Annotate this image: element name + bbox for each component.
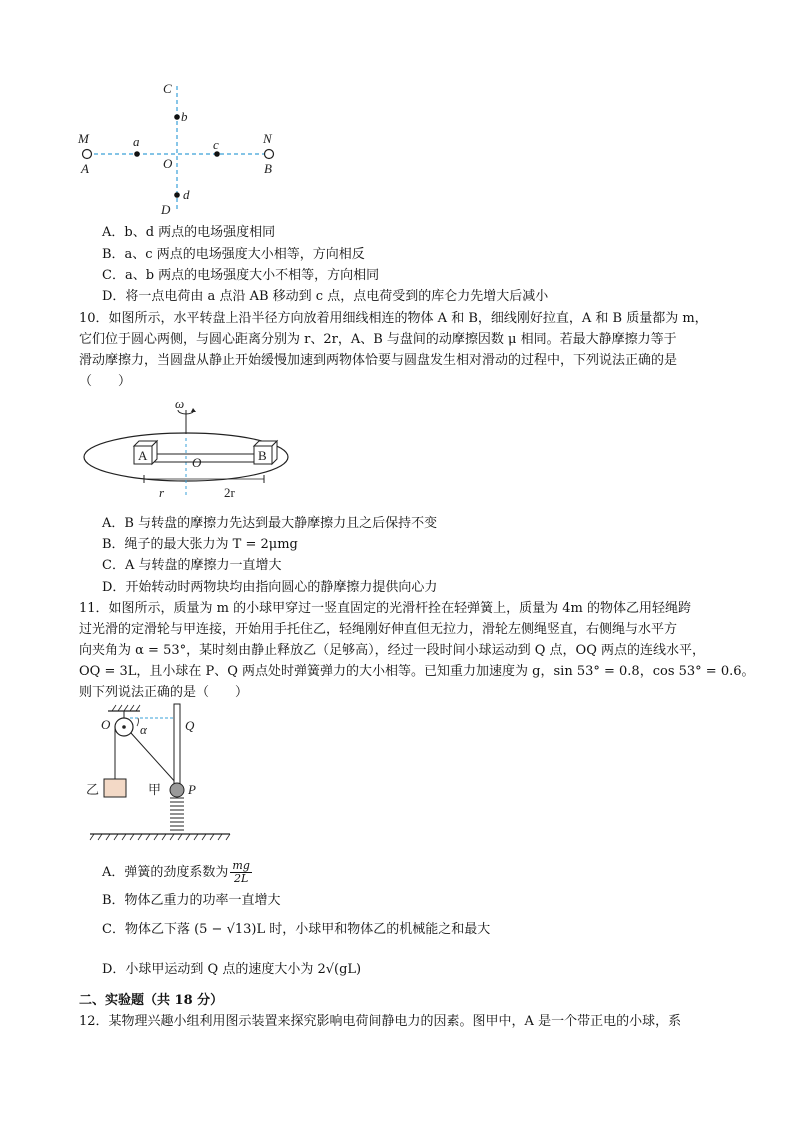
label-c: c [213, 137, 219, 152]
q11-stem-1: 11．如图所示，质量为 m 的小球甲穿过一竖直固定的光滑杆拴在轻弹簧上，质量为 4m 的物体乙用轻绳跨 [79, 601, 691, 616]
q10-option-c: C．A 与转盘的摩擦力一直增大 [102, 558, 282, 573]
fraction-numerator: mg [232, 859, 250, 872]
charge-N [265, 150, 274, 159]
label-P: P [188, 782, 196, 797]
q9-option-b: B．a、c 两点的电场强度大小相等，方向相反 [102, 247, 365, 262]
q11-option-c: C．物体乙下落 (5 − √13)L 时，小球甲和物体乙的机械能之和最大 [102, 922, 491, 937]
label-alpha: α [140, 722, 147, 737]
q11-option-b: B．物体乙重力的功率一直增大 [102, 893, 281, 908]
q10-stem-1: 10．如图所示，水平转盘上沿半径方向放着用细线相连的物体 A 和 B，细线刚好拉直，A 和 B 质量都为 m， [79, 311, 708, 326]
label-yi: 乙 [86, 782, 100, 797]
q11-stem-5: 则下列说法正确的是（ ） [79, 685, 249, 700]
q9-option-c: C．a、b 两点的电场强度大小不相等，方向相同 [102, 268, 380, 283]
q11-stem-2: 过光滑的定滑轮与甲连接，开始用手托住乙，轻绳刚好伸直但无拉力，滑轮左侧绳竖直，右侧绳与水平方 [79, 622, 678, 637]
label-Q: Q [185, 718, 195, 733]
figure-charges-axes [75, 80, 295, 220]
label-jia: 甲 [148, 782, 162, 797]
q11-stem-4: OQ = 3L，且小球在 P、Q 两点处时弹簧弹力的大小相等。已知重力加速度为 g，sin 53° = 0.8，cos 53° = 0.6。 [79, 664, 755, 679]
label-2r: 2r [224, 485, 235, 500]
label-A: A [81, 161, 89, 176]
fraction-denominator: 2L [233, 872, 249, 885]
q11-option-a [102, 860, 252, 886]
block-yi [104, 779, 126, 797]
q9-option-d: D．将一点电荷由 a 点沿 AB 移动到 c 点，点电荷受到的库仑力先增大后减小 [102, 289, 549, 304]
section-heading-experiment: 二、实验题（共 18 分） [79, 993, 224, 1008]
vertical-rod [174, 704, 180, 790]
label-d: d [183, 187, 190, 202]
label-center-O: O [192, 455, 202, 470]
label-M: M [78, 131, 89, 146]
figure-turntable [82, 396, 297, 504]
label-omega: ω [175, 396, 185, 411]
q11-option-a-text: A．弹簧的劲度系数为 [102, 865, 229, 880]
block-A-label: A [138, 448, 148, 463]
label-B: B [264, 161, 272, 176]
label-r: r [159, 485, 165, 500]
label-pulley-O: O [101, 717, 111, 732]
point-c [214, 151, 220, 157]
q11-stem-3: 向夹角为 α = 53°，某时刻由静止释放乙（足够高），经过一段时间小球运动到 Q 点，OQ 两点的连线水平， [79, 643, 705, 658]
label-O: O [163, 156, 173, 171]
q9-option-a: A．b、d 两点的电场强度相同 [102, 225, 276, 240]
point-b [174, 114, 180, 120]
q10-stem-2: 它们位于圆心两侧，与圆心距离分别为 r、2r，A、B 与盘间的动摩擦因数 μ 相同。若最大静摩擦力等于 [79, 332, 677, 347]
point-d [174, 192, 180, 198]
q10-option-b: B．绳子的最大张力为 T = 2μmg [102, 537, 298, 552]
label-b: b [181, 109, 188, 124]
block-B-label: B [258, 448, 267, 463]
label-a: a [133, 134, 140, 149]
fraction-mg-over-2L [230, 860, 251, 885]
block-B [254, 441, 277, 464]
charge-M [83, 150, 92, 159]
label-D: D [161, 202, 171, 217]
label-N: N [263, 131, 272, 146]
figure-pulley-spring [82, 702, 242, 844]
q10-option-d: D．开始转动时两物块均由指向圆心的静摩擦力提供向心力 [102, 580, 438, 595]
q11-option-d: D．小球甲运动到 Q 点的速度大小为 2√(gL) [102, 962, 362, 977]
label-C: C [163, 81, 172, 96]
q10-stem-4: （ ） [79, 374, 132, 389]
block-A [134, 441, 157, 464]
q10-option-a: A．B 与转盘的摩擦力先达到最大静摩擦力且之后保持不变 [102, 516, 438, 531]
point-a [134, 151, 140, 157]
q10-stem-3: 滑动摩擦力，当圆盘从静止开始缓慢加速到两物体恰要与圆盘发生相对滑动的过程中，下列说法正确的是 [79, 353, 678, 368]
ball-jia [170, 783, 184, 797]
q12-stem-1: 12．某物理兴趣小组利用图示装置来探究影响电荷间静电力的因素。图甲中，A 是一个带正电的小球，系 [79, 1014, 682, 1029]
